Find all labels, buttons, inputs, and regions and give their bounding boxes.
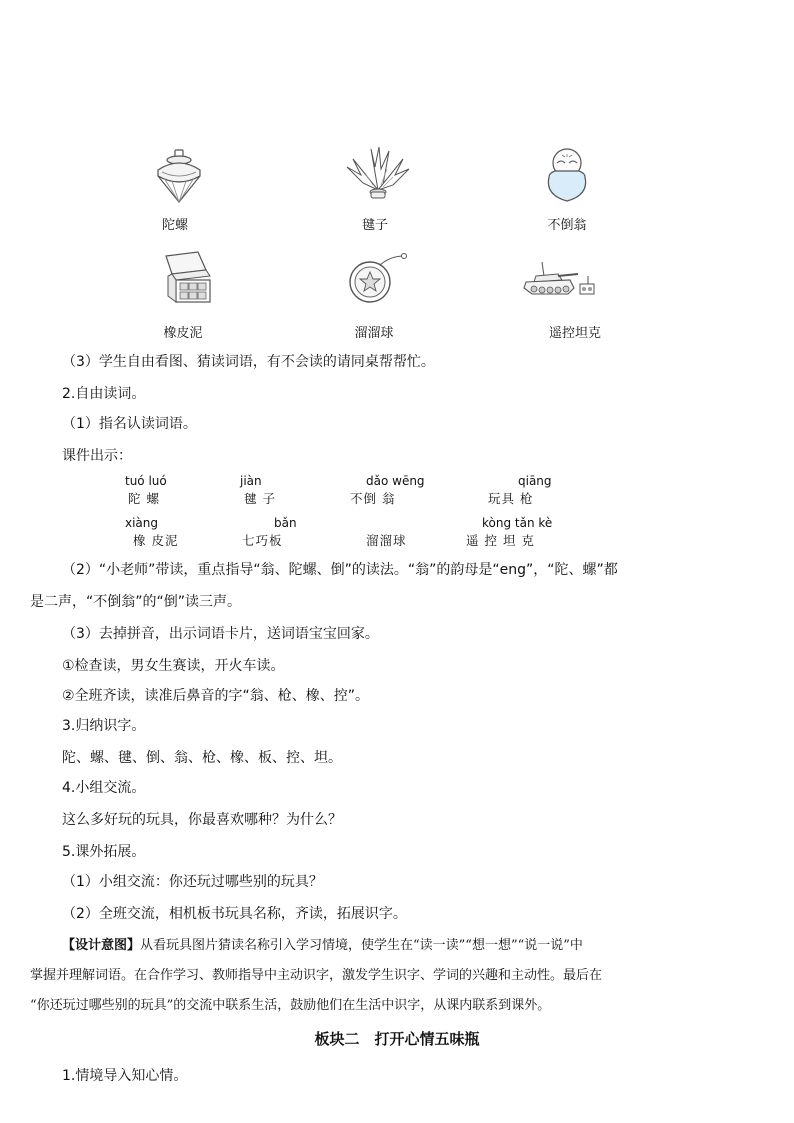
word-jianzi: 毽 子 [244, 491, 276, 506]
toy-label-shuttlecock: 毽子 [361, 218, 389, 233]
step-4-heading: 4.小组交流。 [62, 780, 146, 796]
para-little-teacher-line2: 是二声，“不倒翁”的“倒”读三声。 [30, 594, 242, 610]
plasticine-box-icon [158, 250, 214, 304]
toy-label-spinning-top: 陀螺 [161, 218, 189, 233]
toy-label-rc-tank: 遥控坦克 [548, 326, 602, 341]
word-xiangpini: 橡 皮泥 [133, 533, 179, 548]
rc-tank-icon [522, 256, 600, 302]
last-step: 1.情境导入知心情。 [62, 1068, 188, 1084]
step-5-2: （2）全班交流，相机板书玩具名称，齐读，拓展识字。 [62, 906, 407, 922]
word-budaoweng: 不倒 翁 [350, 491, 396, 506]
step-5-heading: 5.课外拓展。 [62, 844, 146, 860]
characters-list: 陀、螺、毽、倒、翁、枪、橡、板、控、坦。 [62, 750, 342, 766]
step-class-read: ②全班齐读，读准后鼻音的字“翁、枪、橡、控”。 [62, 688, 370, 704]
step-guess-words: （3）学生自由看图、猜读词语，有不会读的请同桌帮帮忙。 [62, 354, 435, 370]
step-5-1: （1）小组交流：你还玩过哪些别的玩具？ [62, 874, 323, 890]
toy-label-yoyo: 溜溜球 [354, 326, 394, 341]
word-liuliuqiu: 溜溜球 [366, 533, 407, 548]
word-qiqiaoban: 七巧板 [242, 533, 283, 548]
pinyin-tuoluo: tuó luó [125, 474, 167, 488]
design-intent-label: 【设计意图】 [62, 938, 141, 953]
section-title: 板块二 打开心情五味瓶 [314, 1030, 480, 1048]
yoyo-icon [340, 252, 410, 306]
para-little-teacher-line1: （2）“小老师”带读，重点指导“翁、陀螺、倒”的读法。“翁”的韵母是“eng”，“陀、螺”都 [62, 562, 618, 578]
toy-label-plasticine: 橡皮泥 [163, 326, 203, 341]
spinning-top-icon [150, 148, 208, 204]
question-favorite-toy: 这么多好玩的玩具，你最喜欢哪种？为什么？ [62, 812, 342, 828]
pinyin-kongtanke: kòng tǎn kè [482, 516, 553, 530]
pinyin-jian: jiàn [240, 474, 262, 488]
word-yaokongtanke: 遥 控 坦 克 [466, 533, 535, 548]
courseware-label: 课件出示： [62, 448, 132, 464]
step-2-1: （1）指名认读词语。 [62, 416, 197, 432]
design-intent-text1: 从看玩具图片猜读名称引入学习情境，使学生在“读一读”“想一想”“说一说”中 [140, 938, 583, 953]
pinyin-xiang: xiàng [125, 516, 159, 530]
design-intent-line1 [62, 936, 583, 956]
tumbler-doll-icon [543, 147, 591, 203]
design-intent-line3: “你还玩过哪些别的玩具”的交流中联系生活，鼓励他们在生活中识字，从课内联系到课外。 [30, 998, 551, 1013]
step-word-cards: （3）去掉拼音，出示词语卡片，送词语宝宝回家。 [62, 626, 379, 642]
step-3-heading: 3.归纳识字。 [62, 718, 146, 734]
step-2-heading: 2.自由读词。 [62, 386, 146, 402]
word-wanjuqiang: 玩具 枪 [488, 491, 534, 506]
design-intent-line2: 掌握并理解词语。在合作学习、教师指导中主动识字，激发学生识字、学词的兴趣和主动性。最后在 [30, 968, 603, 983]
pinyin-ban: bǎn [274, 516, 297, 530]
word-tuoluo: 陀 螺 [128, 491, 160, 506]
step-check-read: ①检查读，男女生赛读，开火车读。 [62, 658, 285, 674]
pinyin-daoweng: dǎo wēng [366, 474, 425, 488]
shuttlecock-icon [343, 145, 413, 203]
toy-label-tumbler: 不倒翁 [547, 218, 587, 233]
pinyin-qiang: qiāng [518, 474, 552, 488]
